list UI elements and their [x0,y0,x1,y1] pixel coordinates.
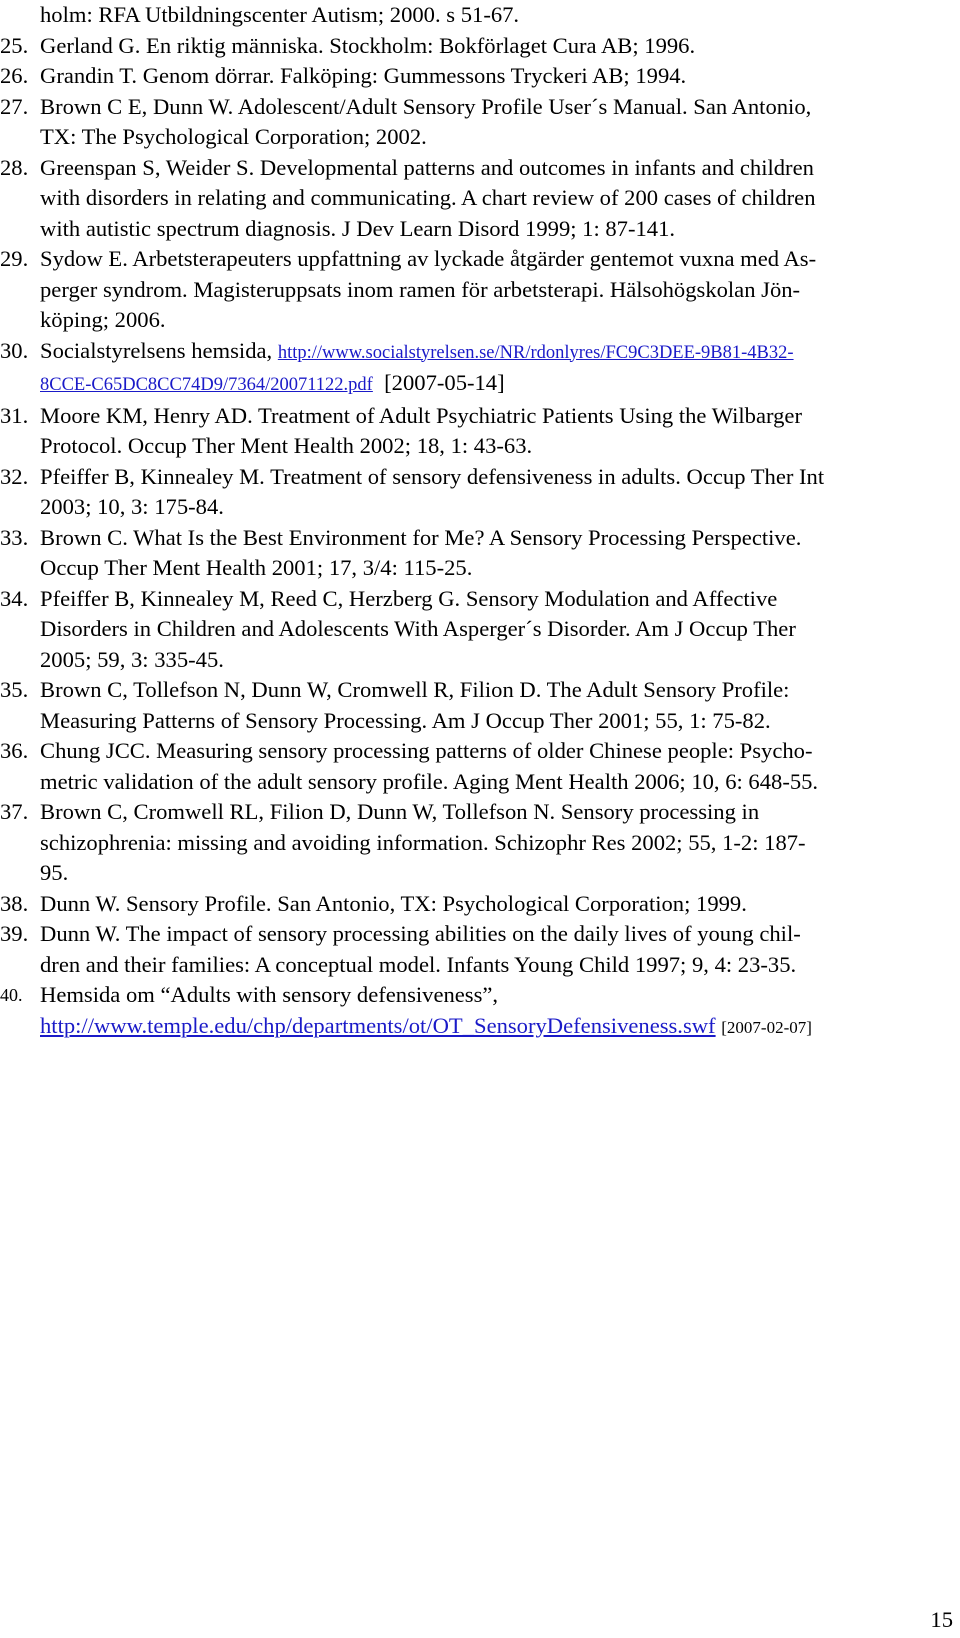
reference-30 [0,336,960,401]
reference-number: 27. [0,93,29,119]
reference-number: 34. [0,585,29,611]
reference-line: Sydow E. Arbetsterapeuters uppfattning av lyckade åtgärder gentemot vuxna med As- [40,246,817,271]
reference-line: Greenspan S, Weider S. Developmental patterns and outcomes in infants and children [40,154,814,180]
reference-text: Grandin T. Genom dörrar. Falköping: Gummessons Tryckeri AB; 1994. [40,63,687,88]
reference-39 [0,919,960,980]
reference-29 [0,244,960,336]
reference-line: Hemsida om “Adults with sensory defensiveness”, [40,982,499,1007]
reference-25 [0,31,960,62]
reference-37 [0,797,960,889]
reference-26 [0,61,960,92]
socialstyrelsen-link[interactable]: http://www.socialstyrelsen.se/NR/rdonlyres/FC9C3DEE-9B81-4B32- [277,342,794,363]
reference-31 [0,401,960,462]
reference-38 [0,889,960,920]
reference-line: 2003; 10, 3: 175-84. [40,494,224,519]
reference-27 [0,92,960,153]
reference-fragment [0,0,960,31]
reference-number: 28. [0,154,29,180]
reference-line: TX: The Psychological Corporation; 2002. [40,124,427,149]
reference-line: Brown C, Tollefson N, Dunn W, Cromwell R, Filion D. The Adult Sensory Profile: [40,677,790,702]
reference-line: köping; 2006. [40,307,166,332]
reference-number: 31. [0,402,29,428]
reference-line: Pfeiffer B, Kinnealey M, Reed C, Herzberg G. Sensory Modulation and Affective [40,585,778,611]
reference-line: Protocol. Occup Ther Ment Health 2002; 18, 1: 43-63. [40,433,533,458]
reference-number: 32. [0,463,29,489]
reference-35 [0,675,960,736]
reference-number: 35. [0,677,29,702]
reference-line: Disorders in Children and Adolescents With Asperger´s Disorder. Am J Occup Ther [40,616,796,641]
reference-number: 39. [0,921,29,946]
reference-line: Brown C, Cromwell RL, Filion D, Dunn W, Tollefson N. Sensory processing in [40,799,760,824]
reference-number: 40. [0,985,23,1005]
reference-line: with disorders in relating and communicating. A chart review of 200 cases of children [40,185,816,210]
reference-34 [0,584,960,676]
reference-prefix: Socialstyrelsens hemsida, [40,337,273,363]
page-number: 15 [930,1607,953,1632]
reference-fragment-text: holm: RFA Utbildningscenter Autism; 2000. s 51-67. [40,2,520,27]
access-date: [2007-02-07] [721,1017,812,1037]
reference-number: 26. [0,63,29,88]
reference-number: 25. [0,32,29,58]
reference-number: 29. [0,246,29,271]
reference-number: 36. [0,738,29,763]
reference-32 [0,462,960,523]
reference-line: Occup Ther Ment Health 2001; 17, 3/4: 115-25. [40,555,473,580]
reference-line: Chung JCC. Measuring sensory processing patterns of older Chinese people: Psycho- [40,738,813,763]
reference-28 [0,153,960,245]
reference-line: Dunn W. The impact of sensory processing abilities on the daily lives of young chil- [40,921,801,946]
reference-36 [0,736,960,797]
access-date: [2007-05-14] [384,370,505,395]
reference-line: dren and their families: A conceptual model. Infants Young Child 1997; 9, 4: 23-35. [40,951,797,977]
reference-number: 37. [0,799,29,824]
reference-text: Gerland G. En riktig människa. Stockholm: Bokförlaget Cura AB; 1996. [40,32,696,58]
reference-line: Pfeiffer B, Kinnealey M. Treatment of sensory defensiveness in adults. Occup Ther Int [40,463,825,489]
reference-number: 33. [0,524,29,550]
reference-33 [0,523,960,584]
temple-link[interactable]: http://www.temple.edu/chp/departments/ot/OT_SensoryDefensiveness.swf [40,1012,716,1038]
reference-line: perger syndrom. Magisteruppsats inom ramen för arbetsterapi. Hälsohögskolan Jön- [40,276,801,302]
reference-line: Brown C E, Dunn W. Adolescent/Adult Sensory Profile User´s Manual. San Antonio, [40,93,812,119]
reference-line: Brown C. What Is the Best Environment for Me? A Sensory Processing Perspective. [40,524,802,550]
socialstyrelsen-link-continued[interactable]: 8CCE-C65DC8CC74D9/7364/20071122.pdf [40,375,373,395]
reference-text: Dunn W. Sensory Profile. San Antonio, TX: Psychological Corporation; 1999. [40,890,747,916]
reference-line: Moore KM, Henry AD. Treatment of Adult Psychiatric Patients Using the Wilbarger [40,402,802,428]
reference-40 [0,980,960,1043]
reference-number: 38. [0,890,29,916]
reference-number: 30. [0,337,29,363]
reference-line: 2005; 59, 3: 335-45. [40,646,224,672]
reference-line: 95. [40,860,69,885]
reference-line: schizophrenia: missing and avoiding information. Schizophr Res 2002; 55, 1-2: 187- [40,829,806,855]
reference-line: Measuring Patterns of Sensory Processing. Am J Occup Ther 2001; 55, 1: 75-82. [40,707,771,733]
reference-line: metric validation of the adult sensory profile. Aging Ment Health 2006; 10, 6: 648-55. [40,768,819,794]
reference-line: with autistic spectrum diagnosis. J Dev Learn Disord 1999; 1: 87-141. [40,215,676,241]
